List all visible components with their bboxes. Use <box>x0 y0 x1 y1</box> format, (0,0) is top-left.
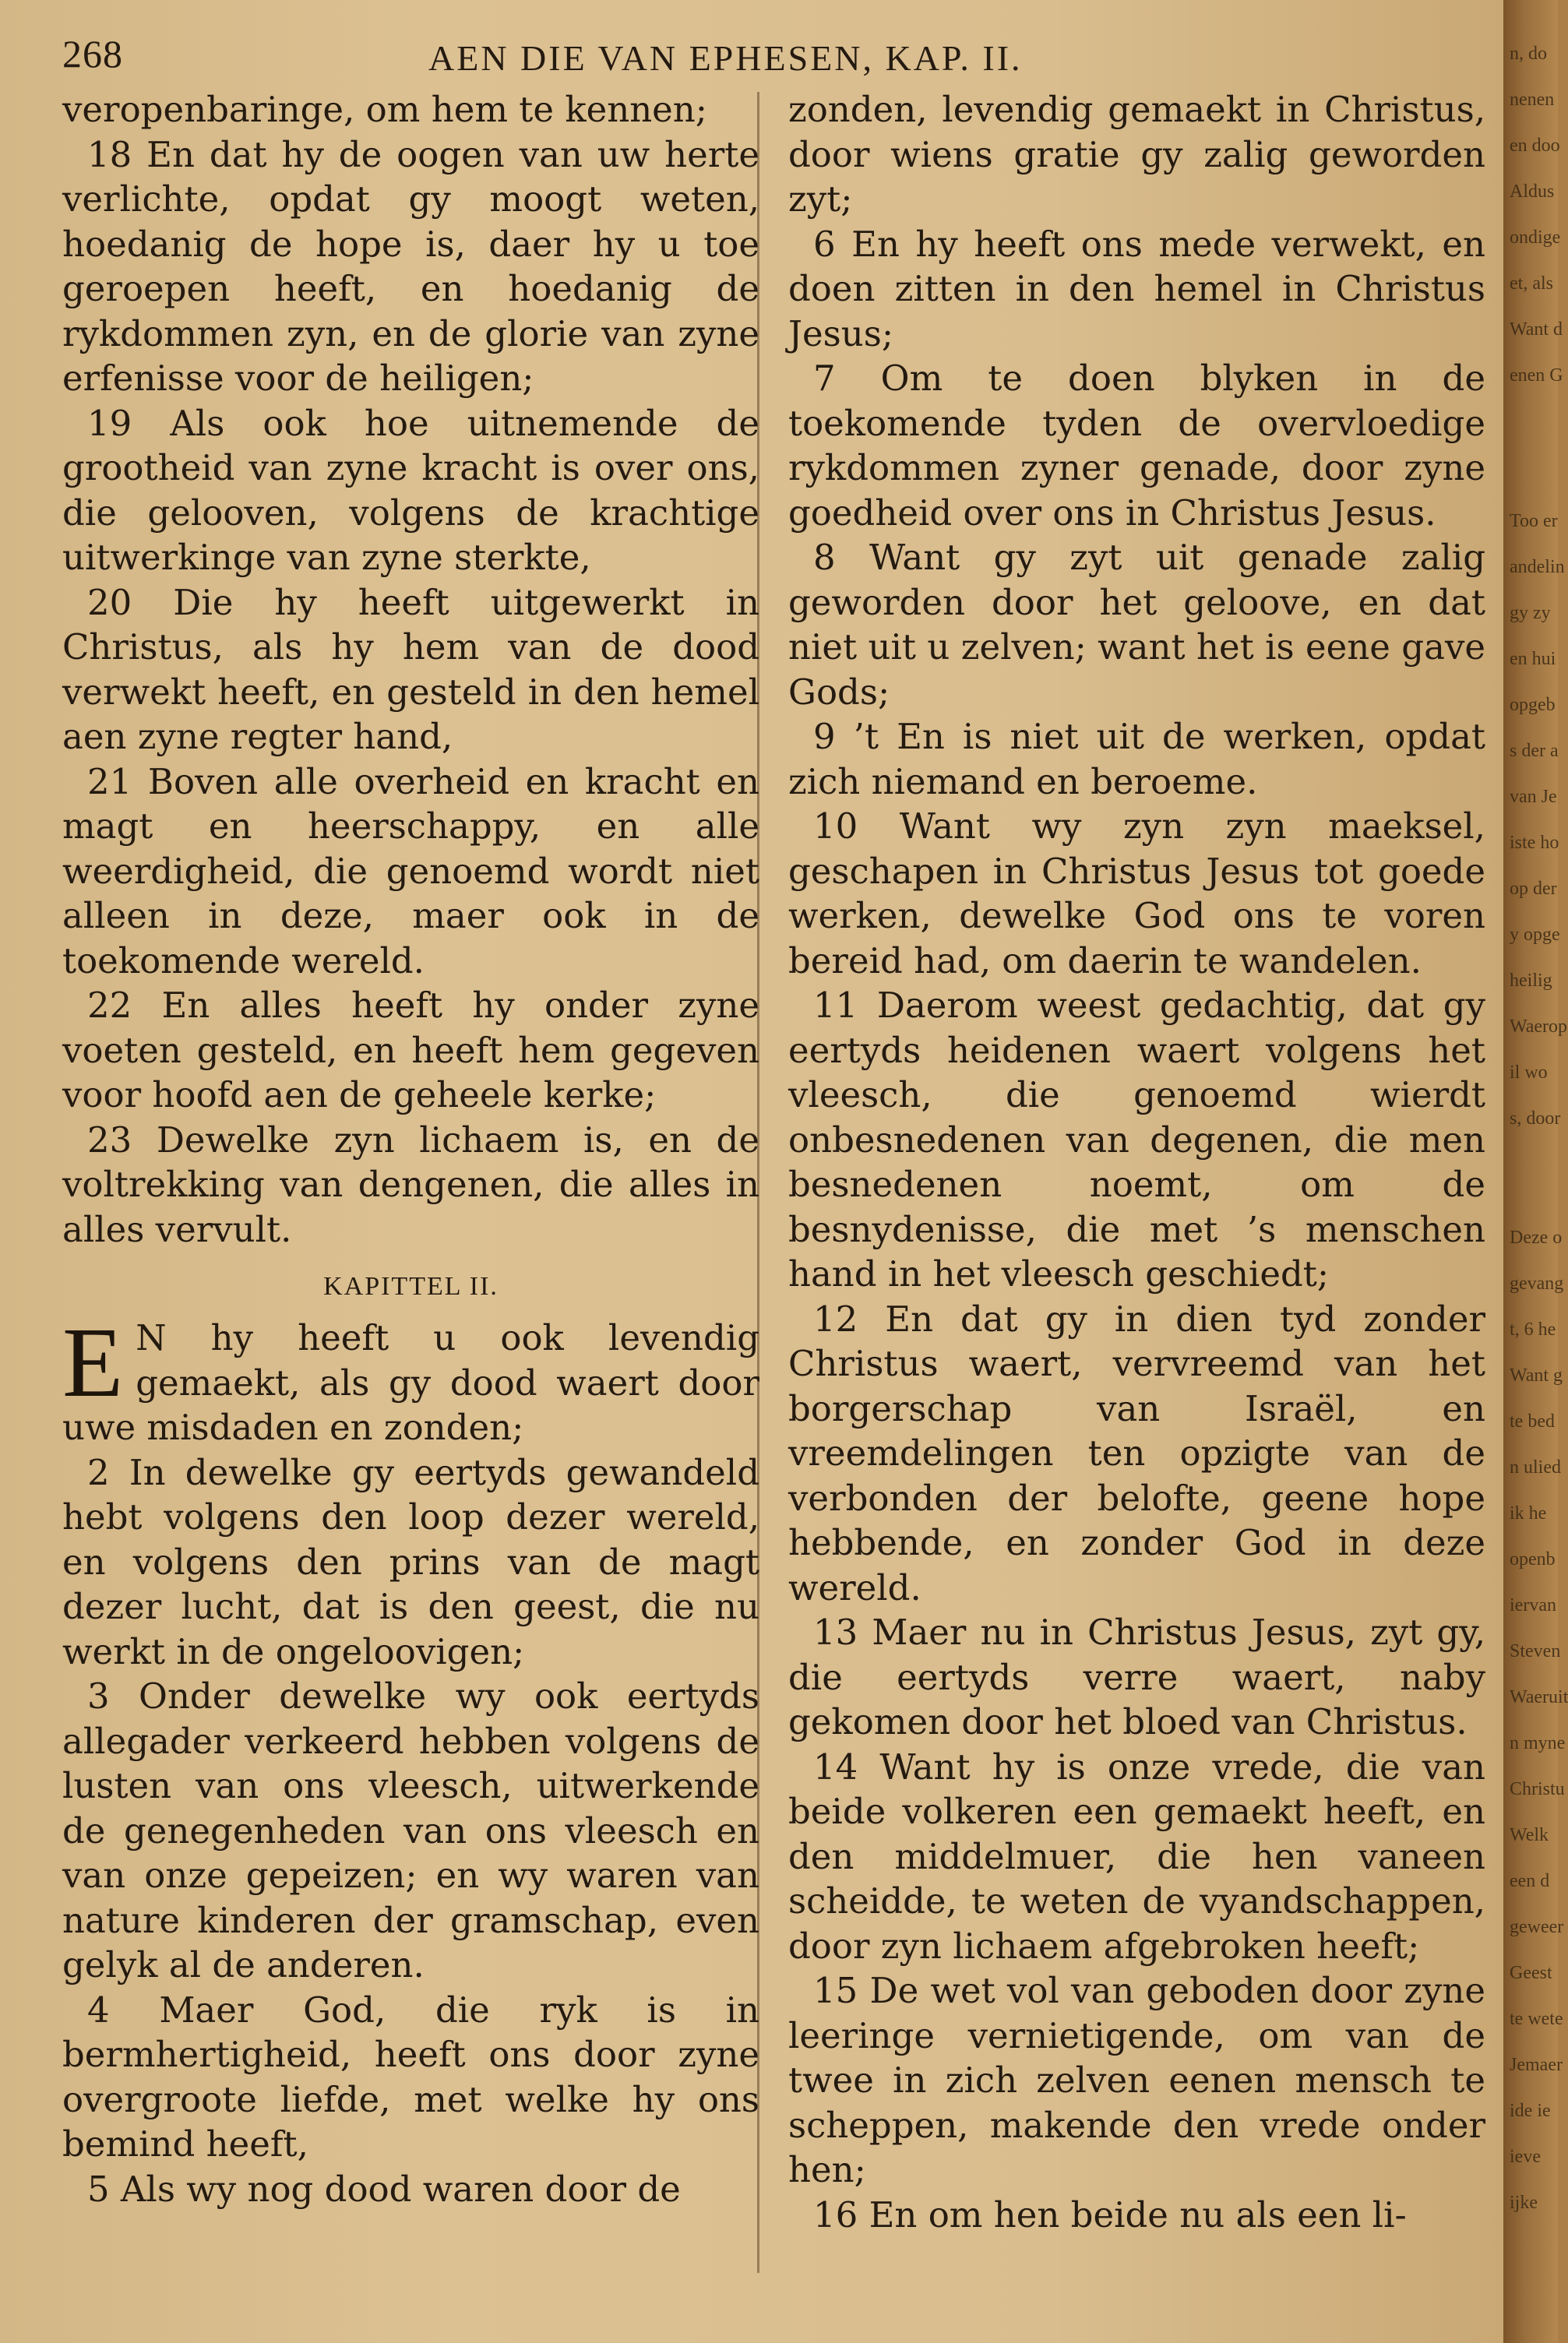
verse: 15 De wet vol van geboden door zyne leeringe vernietigende, om van de twee in zich zelven eenen mensch te scheppen, makende den vrede onder hen; <box>788 1970 1485 2190</box>
bleed-fragment: iste ho <box>1510 833 1559 853</box>
bleed-fragment: Waerop <box>1510 1016 1568 1037</box>
bleed-fragment: iervan <box>1510 1595 1556 1615</box>
bleed-fragment: Christu <box>1510 1779 1565 1799</box>
bleed-fragment: gevang <box>1510 1274 1564 1294</box>
bleed-fragment: gy zy <box>1510 603 1551 623</box>
bleed-text-lower <box>1510 1215 1568 2321</box>
bleed-fragment: Want d <box>1510 319 1563 340</box>
bleed-fragment: s, door <box>1510 1108 1561 1129</box>
verse: 13 Maer nu in Christus Jesus, zyt gy, die eertyds verre waert, naby gekomen door het bloed van Christus. <box>788 1612 1485 1742</box>
bleed-fragment: et, als <box>1510 273 1553 294</box>
bleed-fragment: n myne <box>1510 1733 1566 1753</box>
verse: 21 Boven alle overheid en kracht en magt en heerschappy, en alle weerdigheid, die genoemd wordt niet alleen in deze, maer ook in de toekomende wereld. <box>62 760 759 981</box>
bleed-fragment: en hui <box>1510 649 1556 669</box>
bleed-fragment: geweer <box>1510 1917 1564 1937</box>
bleed-fragment: nenen <box>1510 90 1555 110</box>
bleed-fragment: Waeruit <box>1510 1687 1568 1707</box>
bleed-fragment: t, 6 he <box>1510 1319 1556 1340</box>
bleed-fragment: Steven <box>1510 1641 1561 1661</box>
bleed-fragment: een d <box>1510 1871 1550 1891</box>
verse: 8 Want gy zyt uit genade zalig geworden door het geloove, en dat niet uit u zelven; want het is eene gave Gods; <box>788 537 1485 713</box>
bleed-fragment: y opge <box>1510 925 1560 945</box>
bleed-fragment: Jemaer <box>1510 2055 1563 2075</box>
bleed-fragment: ondige <box>1510 227 1561 248</box>
bleed-fragment: te bed <box>1510 1411 1555 1432</box>
bleed-text-upper <box>1510 31 1563 499</box>
page-number: 268 <box>62 32 123 76</box>
bleed-fragment: ijke <box>1510 2193 1538 2213</box>
bleed-fragment: op der <box>1510 879 1557 899</box>
verse: 22 En alles heeft hy onder zyne voeten gesteld, en heeft hem gegeven voor hoofd aen de geheele kerke; <box>62 985 759 1115</box>
verse: 12 En dat gy in dien tyd zonder Christus waert, vervreemd van het borgerschap van Israël, en vreemdelingen ten opzigte van de verbonden der belofte, geene hope hebbende, en zonder God in deze wereld. <box>788 1298 1485 1608</box>
first-verse-text: N hy heeft u ook levendig gemaekt, als gy dood waert door uwe misdaden en zonden; <box>62 1317 759 1448</box>
bleed-fragment: enen G <box>1510 365 1563 386</box>
bleed-fragment: andelin <box>1510 557 1565 577</box>
verse: 3 Onder dewelke wy ook eertyds allegader verkeerd hebben volgens de lusten van ons vleesch, uitwerkende de genegenheden van ons vleesch en van onze gepeizen; en wy waren van nature kinderen der gramschap, even gelyk al de anderen. <box>62 1675 759 1985</box>
drop-cap: E <box>62 1307 124 1418</box>
right-column <box>788 87 1485 2237</box>
bleed-fragment: openb <box>1510 1549 1556 1570</box>
bleed-fragment: s der a <box>1510 741 1559 761</box>
bleed-fragment: Aldus <box>1510 181 1555 202</box>
bleed-fragment: n ulied <box>1510 1457 1561 1478</box>
running-title: AEN DIE VAN EPHESEN, KAP. II. <box>428 38 1023 78</box>
verse: 14 Want hy is onze vrede, die van beide volkeren een gemaekt heeft, en den middelmuer, die hen vaneen scheidde, te weten de vyandschappen, door zyn lichaem afgebroken heeft; <box>788 1746 1485 1967</box>
bleed-fragment: opgeb <box>1510 695 1556 715</box>
verse: 5 Als wy nog dood waren door de <box>87 2168 681 2210</box>
bleed-fragment: Deze o <box>1510 1228 1563 1248</box>
verse: 9 ’t En is niet uit de werken, opdat zich niemand en beroeme. <box>788 716 1485 802</box>
bleed-fragment: il wo <box>1510 1062 1548 1083</box>
verse: 2 In dewelke gy eertyds gewandeld hebt volgens den loop dezer wereld, en volgens den prins van de magt dezer lucht, dat is den geest, die nu werkt in de ongeloovigen; <box>62 1451 759 1672</box>
verse: veropenbaringe, om hem te kennen; <box>62 89 707 130</box>
verse: 18 En dat hy de oogen van uw herte verlichte, opdat gy moogt weten, hoedanig de hope is, daer hy u toe geroepen heeft, en hoedanig de rykdommen zyn, en de glorie van zyne erfenisse voor de heiligen; <box>62 133 759 399</box>
bleed-fragment: ik he <box>1510 1503 1547 1524</box>
bleed-fragment: en doo <box>1510 136 1560 156</box>
verse: 7 Om te doen blyken in de toekomende tyden de overvloedige rykdommen zyner genade, door zyne goedheid over ons in Christus Jesus. <box>788 358 1485 534</box>
chapter-heading: KAPITTEL II. <box>323 1272 499 1301</box>
bleed-fragment: Want g <box>1510 1365 1563 1386</box>
bleed-fragment: te wete <box>1510 2009 1563 2029</box>
bleed-fragment: n, do <box>1510 44 1547 64</box>
bleed-fragment: Geest <box>1510 1963 1552 1983</box>
verse: 23 Dewelke zyn lichaem is, en de voltrekking van dengenen, die alles in alles vervult. <box>62 1119 759 1250</box>
verse: 20 Die hy heeft uitgewerkt in Christus, als hy hem van de dood verwekt heeft, en gesteld in den hemel aen zyne regter hand, <box>62 581 759 757</box>
bleed-fragment: van Je <box>1510 787 1557 807</box>
bleed-fragment: Too er <box>1510 511 1558 531</box>
bleed-fragment: heilig <box>1510 971 1552 991</box>
verse: 11 Daerom weest gedachtig, dat gy eertyds heidenen waert volgens het vleesch, die genoemd wierdt onbesnedenen van degenen, die men besnedenen noemt, om de besnydenisse, die met ’s menschen hand in het vleesch geschiedt; <box>788 985 1485 1295</box>
page-header <box>62 31 1484 86</box>
verse: 10 Want wy zyn zyn maeksel, geschapen in Christus Jesus tot goede werken, dewelke God ons te voren bereid had, om daerin te wandelen. <box>788 805 1485 981</box>
chapter-first-verse <box>62 1307 759 1450</box>
bleed-text-middle <box>1510 499 1568 1176</box>
left-column <box>62 87 759 2211</box>
bleed-fragment: Welk <box>1510 1825 1549 1845</box>
bleed-fragment: ieve <box>1510 2147 1541 2167</box>
verse: 6 En hy heeft ons mede verwekt, en doen zitten in den hemel in Christus Jesus; <box>788 223 1485 354</box>
verse: 4 Maer God, die ryk is in bermhertigheid, heeft ons door zyne overgroote liefde, met welke hy ons bemind heeft, <box>62 1989 759 2165</box>
verse: zonden, levendig gemaekt in Christus, door wiens gratie gy zalig geworden zyt; <box>788 89 1485 220</box>
bleed-fragment: ide ie <box>1510 2101 1551 2121</box>
verse: 19 Als ook hoe uitnemende de grootheid van zyne kracht is over ons, die gelooven, volgens de krachtige uitwerkinge van zyne sterkte, <box>62 402 759 578</box>
verse: 16 En om hen beide nu als een li- <box>813 2193 1407 2236</box>
